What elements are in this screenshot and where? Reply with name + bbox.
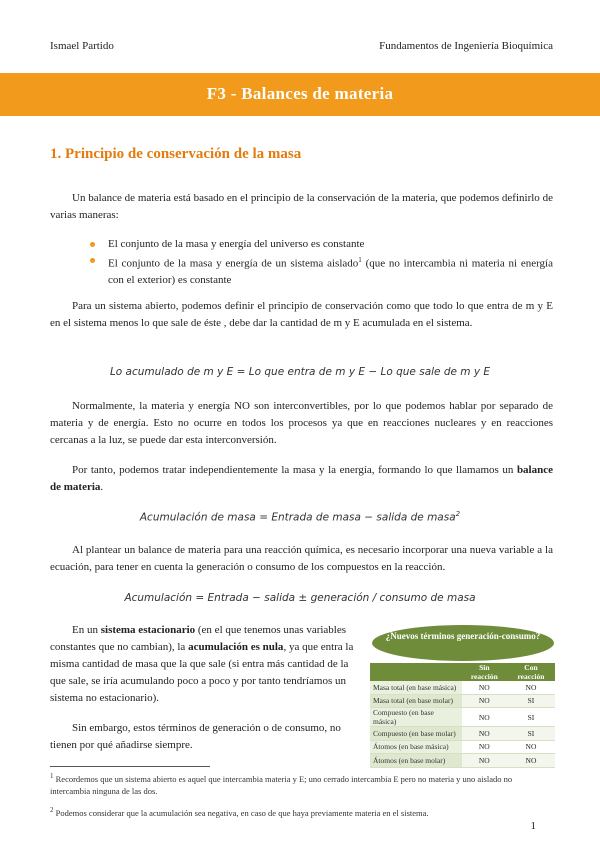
table-row: Átomos (en base másica) NO NO [370,740,555,754]
paragraph-1: Un balance de materia está basado en el principio de la conservación de la materia, que podemos definirlo de varias maneras: [50,192,553,221]
bullet-icon [90,258,95,263]
footnote-2: $^2$ Podemos considerar que la acumulación sea negativa, en caso de que haya previamente materia en el sistema. [50,806,429,818]
bullet-icon [90,242,95,247]
footnote-divider [50,766,210,767]
section-title: 1. Principio de conservación de la masa [50,146,302,162]
equation-2: Acumulación de masa = Entrada de masa − salida de masa$^2$ [139,510,461,524]
table-row: Masa total (en base molar) NO SI [370,694,555,708]
equation-1: Lo acumulado de m y E = Lo que entra de m y E − Lo que sale de m y E [109,366,491,378]
table-row: Compuesto (en base másica) NO SI [370,708,555,727]
header-author: Ismael Partido [50,40,114,52]
paragraph-2: Para un sistema abierto, podemos definir el principio de conservación como que todo lo que entra de m y E en el sistema menos lo que sale de éste , debe dar la cantidad de m y E acumulada en el sistema. [50,300,553,329]
list-item: El conjunto de la masa y energía del universo es constante [90,236,553,252]
column-header: Sin reacción [462,663,507,681]
page-title: F3 - Balances de materia [206,84,394,103]
generation-terms-table [370,625,555,765]
terms-table [370,663,555,768]
paragraph-3: Normalmente, la materia y energía NO son interconvertibles, por lo que podemos hablar por separado de materia y de energía. Esto no ocurre en todos los procesos ya que en reacciones nucleares y en reacciones cercanas a la luz, se puede dar esta interconversión. [50,400,553,446]
equation-3: Acumulación = Entrada − salida ± generación / consumo de masa [124,592,476,604]
page-number: 1 [530,820,536,832]
paragraph-7: Sin embargo, estos términos de generación o de consumo, no tienen por qué añadirse siempre. [50,722,341,751]
list-item: El conjunto de la masa y energía de un sistema aislado$^1$ (que no intercambia ni materia ni energía con el exterior) es constante [90,252,553,288]
table-row: Compuesto (en base molar) NO SI [370,727,555,741]
bullet-list [90,236,553,288]
paragraph-5: Al plantear un balance de materia para una reacción química, es necesario incorporar una nueva variable a la ecuación, para tener en cuenta la generación o consumo de los compuestos en la reacción. [50,544,553,573]
column-header: Con reacción [507,663,555,681]
table-row: Masa total (en base másica) NO NO [370,681,555,694]
header-course: Fundamentos de Ingeniería Bioquímica [379,40,553,52]
paragraph-4: Por tanto, podemos tratar independientemente la masa y la energía, formando lo que llamamos un balance de materia. [50,464,553,493]
paragraph-6: En un sistema estacionario (en el que tenemos unas variables constantes que no cambian), la acumulación es nula, ya que entra la misma cantidad de masa que la que sale (si entra más cantidad de la que sale, se iría acumulando poco a poco y por tanto tendríamos un sistema no estacionario). [50,624,354,704]
table-row: Átomos (en base molar) NO NO [370,754,555,768]
table-title: ¿Nuevos términos generación-consumo? [372,625,554,661]
column-header [370,663,462,681]
footnote-1: $^1$ Recordemos que un sistema abierto es aquel que intercambia materia y E; uno cerrado intercambia E pero no materia y uno aislado no intercambia ninguna de las dos. [50,772,513,796]
